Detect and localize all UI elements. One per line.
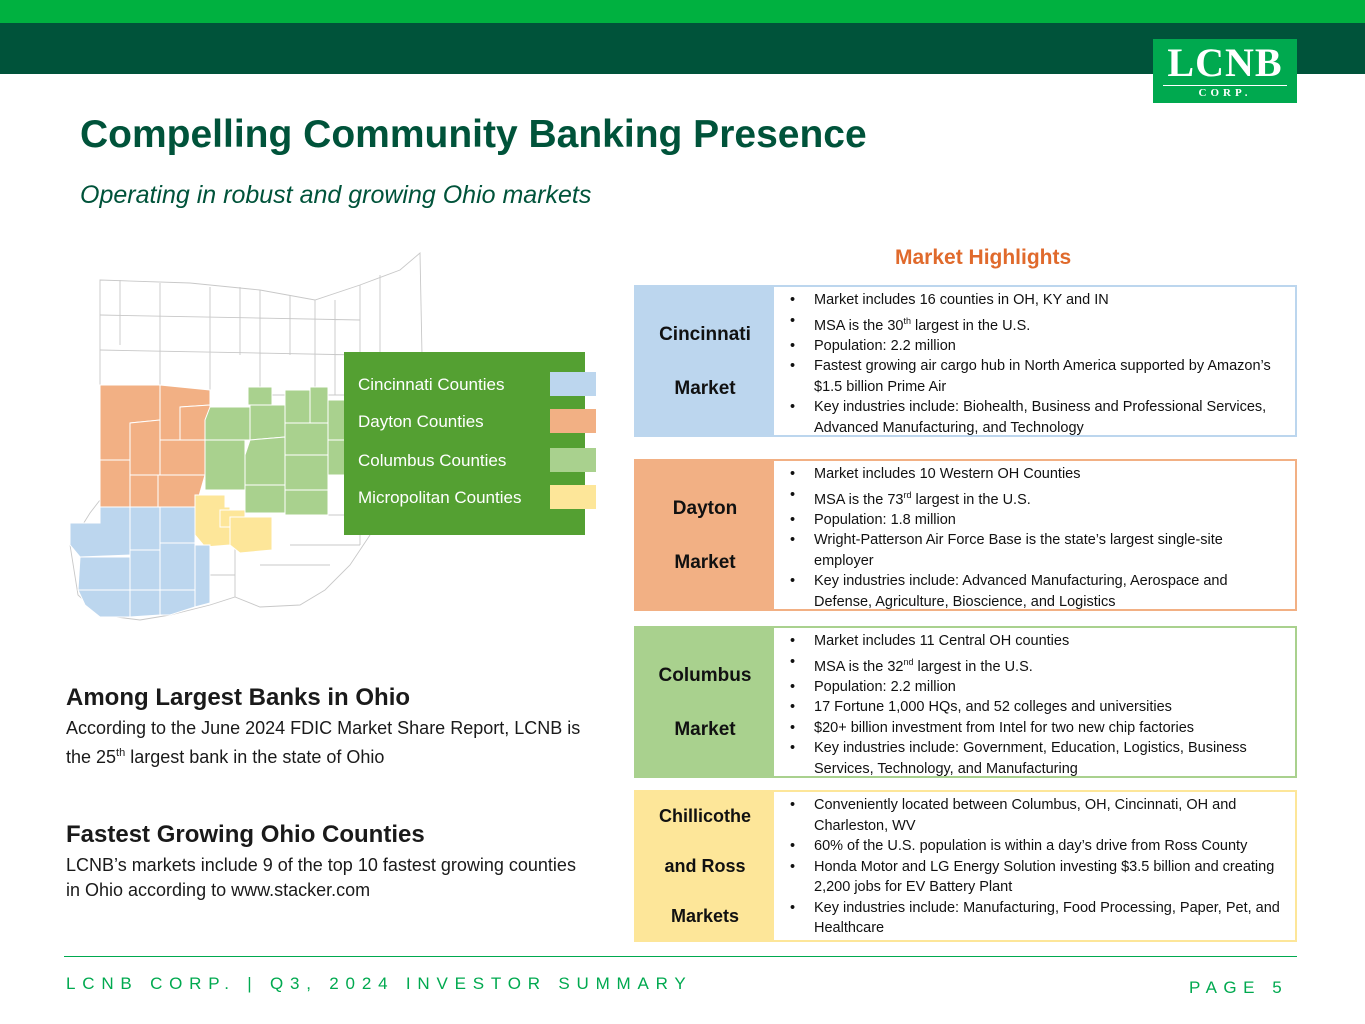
bullet bbox=[786, 311, 1285, 336]
market-name-suffix: Markets bbox=[670, 905, 740, 926]
market-name-suffix: Market bbox=[674, 377, 736, 399]
market-bullets-chillicothe-ross bbox=[786, 795, 1285, 939]
logo-wordmark: LCNB bbox=[1167, 40, 1283, 85]
bullet: • Conveniently located between Columbus, OH, Cincinnati, OH and Charleston, WV bbox=[786, 795, 1285, 836]
legend-label: Columbus Counties bbox=[358, 451, 507, 470]
fastest-growing-line-2: in Ohio according to www.stacker.com bbox=[66, 880, 371, 900]
legend-label: Dayton Counties bbox=[358, 412, 484, 431]
ordinal-suffix: nd bbox=[903, 656, 914, 667]
bullet: • Honda Motor and LG Energy Solution investing $3.5 billion and creating 2,200 jobs for EV Battery Plant bbox=[786, 857, 1285, 898]
bullet-text: MSA is the 73 bbox=[814, 491, 904, 508]
legend-swatch-cincinnati bbox=[550, 372, 596, 396]
bullet-text: largest in the U.S. bbox=[913, 658, 1033, 675]
ordinal-suffix: rd bbox=[903, 489, 912, 500]
market-label-columbus bbox=[636, 628, 774, 776]
market-bullets-cincinnati bbox=[786, 290, 1285, 438]
market-label-dayton bbox=[636, 461, 774, 609]
largest-banks-text bbox=[66, 716, 616, 770]
bullet: • Key industries include: Advanced Manufacturing, Aerospace and Defense, Agriculture, Bioscience, and Logistics bbox=[786, 571, 1285, 612]
market-card-chillicothe-ross bbox=[634, 790, 1297, 942]
bullet: • 17 Fortune 1,000 HQs, and 52 colleges and universities bbox=[786, 697, 1285, 718]
fastest-growing-text bbox=[66, 853, 616, 903]
largest-banks-line-1: According to the June 2024 FDIC Market Share Report, LCNB is bbox=[66, 718, 581, 738]
bullet-text: largest in the U.S. bbox=[910, 317, 1031, 334]
legend-item-dayton bbox=[358, 409, 598, 435]
bullet: • Key industries include: Biohealth, Business and Professional Services, Advanced Manufacturing, and Technology bbox=[786, 397, 1285, 438]
rank-text: the 25 bbox=[66, 747, 117, 767]
market-name-suffix: Market bbox=[674, 551, 736, 573]
market-name: Cincinnati bbox=[659, 323, 751, 345]
market-name-suffix: Market bbox=[674, 718, 736, 740]
bullet bbox=[786, 652, 1285, 677]
bullet: • Key industries include: Government, Education, Logistics, Business Services, Technology, and Manufacturing bbox=[786, 738, 1285, 779]
market-card-columbus bbox=[634, 626, 1297, 778]
cincinnati-counties bbox=[70, 507, 210, 617]
page-number bbox=[1189, 978, 1288, 998]
page-subtitle: Operating in robust and growing Ohio markets bbox=[80, 181, 592, 209]
legend-item-cincinnati bbox=[358, 372, 598, 398]
ordinal-suffix: th bbox=[903, 315, 911, 326]
market-bullets-columbus bbox=[786, 631, 1285, 779]
market-bullets-dayton bbox=[786, 464, 1285, 612]
legend-label: Cincinnati Counties bbox=[358, 375, 505, 394]
bullet: • $20+ billion investment from Intel for two new chip factories bbox=[786, 718, 1285, 739]
dayton-county-1 bbox=[160, 440, 205, 475]
market-label-cincinnati bbox=[636, 287, 774, 435]
top-accent-stripe bbox=[0, 0, 1365, 23]
legend-swatch-columbus bbox=[550, 448, 596, 472]
market-highlights-title: Market Highlights bbox=[895, 246, 1072, 269]
market-name: Chillicothe bbox=[658, 805, 751, 826]
logo-subtext: CORP. bbox=[1198, 87, 1252, 99]
market-card-dayton bbox=[634, 459, 1297, 611]
legend-item-micropolitan bbox=[358, 485, 598, 511]
bullet: • Key industries include: Manufacturing, Food Processing, Paper, Pet, and Healthcare bbox=[786, 898, 1285, 939]
market-card-cincinnati bbox=[634, 285, 1297, 437]
legend-swatch-micropolitan bbox=[550, 485, 596, 509]
bullet: • Market includes 16 counties in OH, KY and IN bbox=[786, 290, 1285, 311]
largest-banks-line-2 bbox=[66, 741, 616, 770]
bullet: • Market includes 11 Central OH counties bbox=[786, 631, 1285, 652]
page-label: PAGE bbox=[1189, 978, 1261, 997]
footer-divider bbox=[64, 956, 1297, 957]
market-label-chillicothe-ross bbox=[636, 792, 774, 940]
bullet: • Market includes 10 Western OH Counties bbox=[786, 464, 1285, 485]
legend-item-columbus bbox=[358, 448, 598, 474]
bullet: • Population: 1.8 million bbox=[786, 510, 1285, 531]
bullet: • Population: 2.2 million bbox=[786, 677, 1285, 698]
company-logo bbox=[1153, 39, 1297, 103]
page-title: Compelling Community Banking Presence bbox=[80, 113, 867, 156]
rank-text-rest: largest bank in the state of Ohio bbox=[125, 747, 385, 767]
page-number-value: 5 bbox=[1272, 978, 1289, 997]
bullet: • Wright-Patterson Air Force Base is the state’s largest single-site employer bbox=[786, 530, 1285, 571]
map-legend bbox=[344, 352, 585, 535]
bullet bbox=[786, 485, 1285, 510]
bullet-text: largest in the U.S. bbox=[911, 491, 1031, 508]
legend-label: Micropolitan Counties bbox=[358, 488, 522, 507]
bullet-text: MSA is the 32 bbox=[814, 658, 904, 675]
bullet: • 60% of the U.S. population is within a day’s drive from Ross County bbox=[786, 836, 1285, 857]
bullet: • Population: 2.2 million bbox=[786, 336, 1285, 357]
market-name-suffix: and Ross bbox=[664, 855, 746, 876]
rank-suffix: th bbox=[116, 747, 126, 759]
largest-banks-heading: Among Largest Banks in Ohio bbox=[66, 684, 411, 711]
footer-title: LCNB CORP. | Q3, 2024 INVESTOR SUMMARY bbox=[66, 974, 693, 993]
market-name: Columbus bbox=[658, 664, 752, 686]
fastest-growing-line-1: LCNB’s markets include 9 of the top 10 fastest growing counties bbox=[66, 855, 576, 875]
legend-swatch-dayton bbox=[550, 409, 596, 433]
fastest-growing-heading: Fastest Growing Ohio Counties bbox=[66, 821, 425, 848]
bullet: • Fastest growing air cargo hub in North America supported by Amazon’s $1.5 billion Prime Air bbox=[786, 356, 1285, 397]
market-name: Dayton bbox=[672, 497, 738, 519]
bullet-text: MSA is the 30 bbox=[814, 317, 904, 334]
